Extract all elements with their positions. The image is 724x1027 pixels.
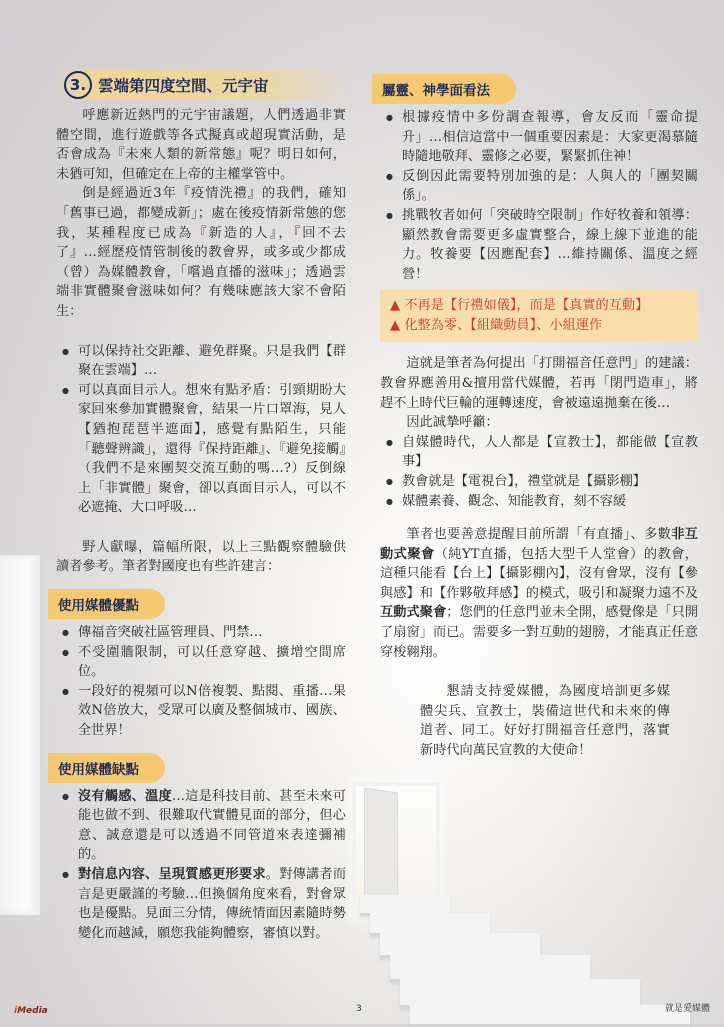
cons-keyword: 對信息內容、呈現質感更形要求 [78, 867, 266, 882]
list-item: ● 不受圍牆限制，可以任意穿越、擴增空間席位。 [56, 643, 346, 682]
summary-paragraph: 野人獻曝，篇幅所限，以上三點觀察體驗供讀者參考。筆者對國度也有些許建言： [56, 539, 346, 575]
highlight-box [380, 290, 698, 342]
list-item: ● 教會就是【電視台】，禮堂就是【攝影棚】 [380, 472, 698, 492]
section-heading [56, 70, 346, 100]
logo-text: Media [17, 1006, 48, 1016]
media-logo: iMedia [14, 1006, 48, 1016]
page-number: 3 [356, 1004, 362, 1014]
section-number: 3. [64, 71, 92, 99]
list-item: ● 一段好的視頻可以N倍複製、點閱、重播…果效N倍放大，受眾可以廣及整個城市、國族、全世界！ [56, 682, 346, 741]
list-item: ● 自媒體時代，人人都是【宣教士】，都能做【宣教事】 [380, 433, 698, 472]
spiritual-list [380, 108, 698, 284]
stair-step [390, 955, 590, 982]
body-paragraph: 這就是筆者為何提出「打開福音任意門」的建議：教會界應善用&擅用當代媒體，若再「閉門造車」，將趕不上時代巨輪的運轉速度，會被遠遠拋棄在後… [380, 356, 698, 411]
reminder-keyword: 非互動式聚會 [380, 527, 698, 562]
appeal-intro: 因此誠摯呼籲： [406, 415, 499, 431]
appeal-list [380, 433, 698, 511]
list-item: ● 可以真面目示人。想來有點矛盾：引頸期盼大家回來參加實體聚會，結果一片口罩海，見人【猶抱琵琶半遮面】，感覺有點陌生，只能「聽聲辨識」，還得『保持距離』、『避免接觸』（我們不是來團契交流互動的嗎…?）反倒線上「非實體」聚會，卻以真面目示人，可以不必遮掩、大口呼吸… [56, 381, 346, 518]
stair-step [400, 979, 640, 1008]
spiritual-heading: 屬靈、神學面看法 [372, 74, 516, 104]
list-item: ● 挑戰牧者如何「突破時空限制」作好牧養和領導：顯然教會需要更多虛實整合，線上線下並進的能力。牧養要【因應配套】…維持關係、溫度之經營！ [380, 206, 698, 284]
reminder-text: 筆者也要善意提醒目前所謂「有直播」、多數 [406, 527, 672, 543]
list-item: ● 媒體素養、觀念、知能教育，刻不容緩 [380, 492, 698, 512]
cons-keyword: 沒有觸感、溫度 [78, 788, 172, 804]
reminder-text: ；您們的任意門並未全開，感覺像是「只開了扇窗」而已。需要多一對互動的翅膀，才能真正任意穿梭翱翔。 [380, 605, 699, 660]
cons-list [56, 787, 346, 944]
cons-text: …這是科技目前、甚至未來可能也做不到、很難取代實體見面的部分，但心意、誠意還是可以透過不同管道來表達彌補的。 [78, 788, 347, 863]
intro-paragraph-2: 倒是經過近3年『疫情洗禮』的我們，確知「舊事已過，都變成新」；處在後疫情新常態的您我，某種程度已成為『新造的人』，『回不去了』…經歷疫情管制後的教會界，或多或少都成（曾）為媒體教會，「嚐過直播的滋味」；透過雲端非實體聚會滋味如何？有幾味應該大家不會陌生： [56, 186, 346, 319]
reminder-text: （純YT直播，包括大型千人堂會）的教會，這種只能看【台上】【攝影棚內】，沒有會眾，沒有【參與感】和【作夥敬拜感】的模式，吸引和凝聚力遠不及 [380, 546, 698, 601]
reminder-keyword: 互動式聚會 [380, 605, 447, 621]
pros-heading: 使用媒體優點 [48, 589, 165, 619]
footer-brand: 就是愛媒體 [664, 1004, 710, 1014]
cons-text: 。對傳講者而言是更嚴謹的考驗…但換個角度來看，對會眾也是優點。見面三分情，傳統情面因素隨時勢變化而越減，願您我能夠體察，審慎以對。 [78, 867, 347, 941]
list-item [56, 865, 346, 943]
pros-list [56, 623, 346, 741]
reminder-paragraph [380, 525, 698, 662]
intro-paragraph: 呼應新近熱門的元宇宙議題，人們透過非實體空間，進行遊戲等各式擬真或超現實活動，是否會成為『未來人類的新常態』呢？明日如何，未猶可知，但確定在上帝的主權掌管中。 [56, 108, 346, 182]
closing-paragraph: 懇請支持愛媒體，為國度培訓更多媒體尖兵、宣教士，裝備這世代和未來的傳道者、同工。好好打開福音任意門，落實新時代向萬民宣教的大使命！ [420, 684, 670, 759]
list-item: ● 可以保持社交距離、避免群聚。只是我們【群聚在雲端】… [56, 342, 346, 381]
list-item: ● 根據疫情中多份調查報導，會友反而「靈命提升」…相信這當中一個重要因素是：大家更渴慕隨時隨地敬拜、靈修之必要，緊緊抓住神！ [380, 108, 698, 167]
left-column [56, 70, 346, 943]
list-item: ● 傳福音突破社區管理員、門禁… [56, 623, 346, 643]
highlight-line: ▲ 化整為零、【組織動員】、小組運作 [390, 318, 603, 334]
open-door-illustration [0, 555, 42, 915]
highlight-line: ▲ 不再是【行禮如儀】，而是【真實的互動】 [390, 298, 649, 314]
cons-heading: 使用媒體缺點 [48, 753, 165, 783]
list-item [56, 787, 346, 865]
observation-list [56, 342, 346, 518]
section-title: 雲端第四度空間、元宇宙 [98, 77, 269, 95]
right-column [380, 70, 698, 761]
list-item: ● 反倒因此需要特別加強的是：人與人的「團契關係」。 [380, 167, 698, 206]
